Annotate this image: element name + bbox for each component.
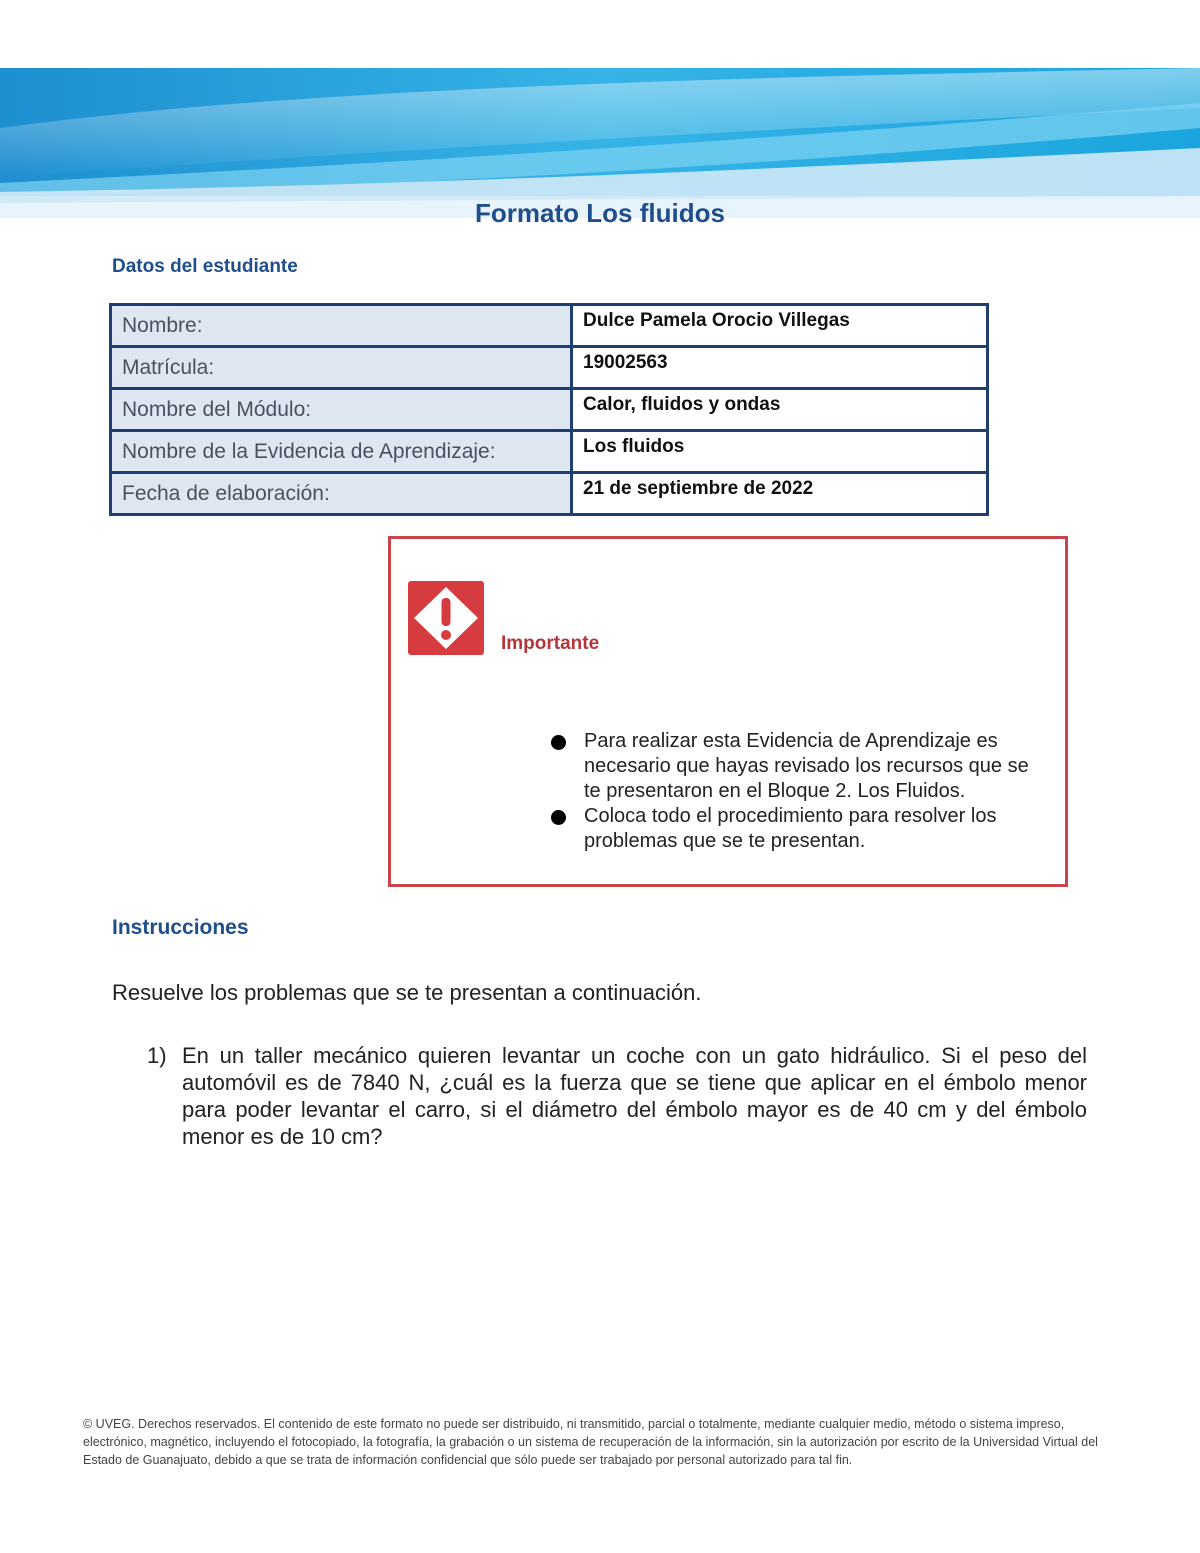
- row-label: Nombre:: [111, 305, 572, 347]
- row-value: 21 de septiembre de 2022: [572, 473, 988, 515]
- list-item: [546, 729, 1046, 804]
- list-item: [546, 804, 1046, 854]
- table-row: [111, 473, 988, 515]
- page-title: Formato Los fluidos: [475, 198, 725, 228]
- header-banner: [0, 68, 1200, 218]
- student-data-heading: Datos del estudiante: [112, 256, 298, 277]
- row-label: Fecha de elaboración:: [111, 473, 572, 515]
- warning-icon: [408, 581, 484, 655]
- list-item-text: Para realizar esta Evidencia de Aprendizaje es necesario que hayas revisado los recursos que se te presentaron en el Bloque 2. Los Fluidos.: [584, 730, 1029, 802]
- row-value: Los fluidos: [572, 431, 988, 473]
- bullet-icon: [551, 810, 566, 825]
- table-row: [111, 431, 988, 473]
- row-label: Matrícula:: [111, 347, 572, 389]
- important-notice-box: [388, 536, 1068, 887]
- important-label: Importante: [501, 633, 600, 654]
- row-label: Nombre del Módulo:: [111, 389, 572, 431]
- table-row: [111, 389, 988, 431]
- instructions-intro: Resuelve los problemas que se te presentan a continuación.: [112, 980, 702, 1005]
- instructions-heading: Instrucciones: [112, 916, 249, 939]
- problem-number: 1): [147, 1043, 167, 1068]
- list-item-text: Coloca todo el procedimiento para resolver los problemas que se te presentan.: [584, 805, 997, 852]
- student-data-table: [109, 303, 989, 516]
- problem-item: [147, 1042, 1087, 1150]
- copyright-footer: © UVEG. Derechos reservados. El contenido de este formato no puede ser distribuido, ni transmitido, parcial o totalmente, mediante cualquier medio, método o sistema impreso, electrónico, magnético, incluyendo el fotocopiado, la fotografía, la grabación o un sistema de recuperación de la información, sin la autorización por escrito de la Universidad Virtual del Estado de Guanajuato, debido a que se trata de información confidencial que sólo puede ser trabajado por personal autorizado para tal fin.: [83, 1417, 1098, 1467]
- bullet-icon: [551, 735, 566, 750]
- problem-text: En un taller mecánico quieren levantar un coche con un gato hidráulico. Si el peso del automóvil es de 7840 N, ¿cuál es la fuerza que se tiene que aplicar en el émbolo menor para poder levantar el carro, si el diámetro del émbolo mayor es de 40 cm y del émbolo menor es de 10 cm?: [182, 1043, 1087, 1149]
- important-list: [546, 729, 1046, 854]
- table-row: [111, 305, 988, 347]
- row-label: Nombre de la Evidencia de Aprendizaje:: [111, 431, 572, 473]
- row-value: Calor, fluidos y ondas: [572, 389, 988, 431]
- table-row: [111, 347, 988, 389]
- row-value: 19002563: [572, 347, 988, 389]
- row-value: Dulce Pamela Orocio Villegas: [572, 305, 988, 347]
